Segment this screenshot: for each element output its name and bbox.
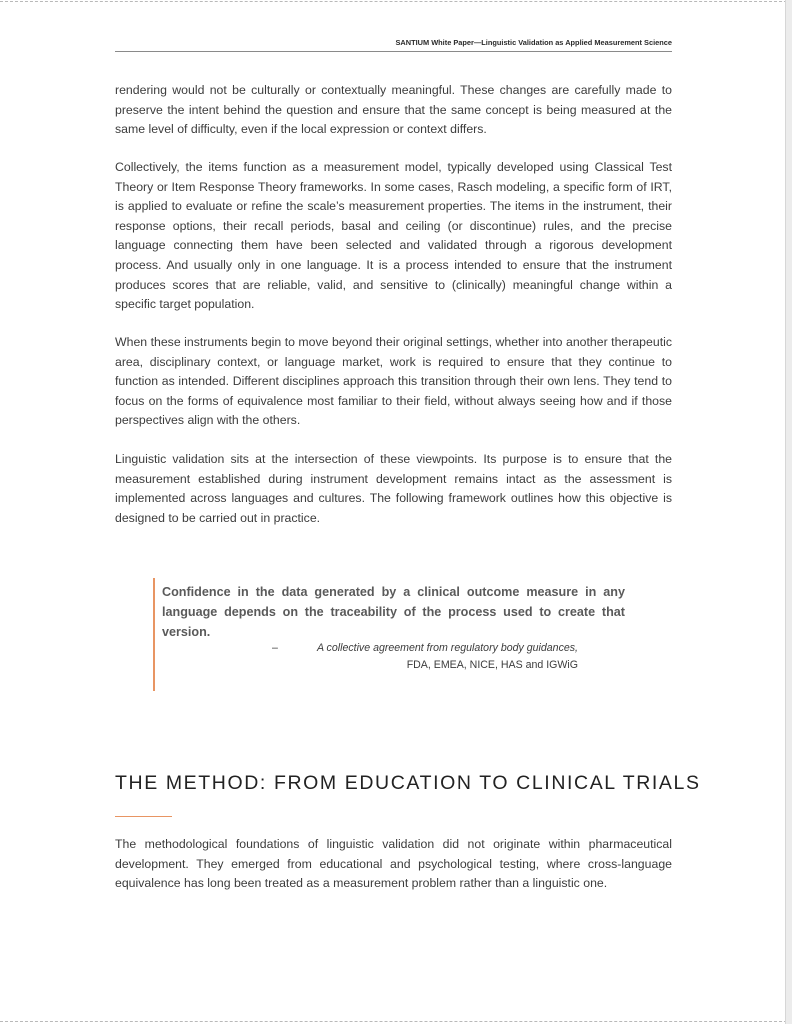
pull-quote-text: Confidence in the data generated by a clinical outcome measure in any language depends on the traceability of the process used to create that version.: [162, 585, 625, 639]
attribution-line-2: FDA, EMEA, NICE, HAS and IGWiG: [406, 659, 578, 671]
running-header-title: SANTIUM White Paper—Linguistic Validation as Applied Measurement Science: [395, 38, 672, 47]
attribution-dash: –: [272, 642, 278, 654]
page-top-edge: [0, 1, 792, 2]
body-paragraph-4: Linguistic validation sits at the intersection of these viewpoints. Its purpose is to ensure that the measurement established during instrument development remains intact as the assessment is implemented across languages and cultures. The following framework outlines how this objective is designed to be carried out in practice.: [115, 452, 672, 525]
viewer-scrollbar-track[interactable]: [785, 0, 792, 1024]
attribution-line-1: A collective agreement from regulatory body guidances,: [316, 642, 578, 654]
body-paragraph-2: Collectively, the items function as a measurement model, typically developed using Classical Test Theory or Item Response Theory frameworks. In some cases, Rasch modeling, a specific form of IRT, is applied to evaluate or refine the scale’s measurement properties. The items in the instrument, their response options, their recall periods, basal and ceiling (or discontinue) rules, and the precise language connecting them have been selected and validated through a rigorous development process. And usually only in one language. It is a process intended to ensure that the instrument produces scores that are reliable, valid, and sensitive to (clinically) meaningful change within a specific target population.: [115, 160, 672, 312]
section-paragraph: The methodological foundations of linguistic validation did not originate within pharmaceutical development. They emerged from educational and psychological testing, where cross-language equivalence has long been treated as a measurement problem rather than a linguistic one.: [115, 837, 672, 891]
body-paragraph-3: When these instruments begin to move beyond their original settings, whether into another therapeutic area, disciplinary context, or language market, work is required to ensure that they continue to function as intended. Different disciplines approach this transition through their own lens. They tend to focus on the forms of equivalence most familiar to their field, without always seeing how and if those perspectives align with the others.: [115, 335, 672, 428]
pull-quote-attribution: [250, 640, 578, 674]
running-header: [115, 38, 672, 52]
pull-quote-accent-bar: [153, 578, 155, 691]
page-bottom-edge: [0, 1021, 792, 1022]
section-heading-rule: [115, 816, 172, 817]
body-paragraph-1: rendering would not be culturally or contextually meaningful. These changes are carefully made to preserve the intent behind the question and ensure that the same concept is being measured at the same level of difficulty, even if the local expression or context differs.: [115, 83, 672, 137]
section-heading: THE METHOD: FROM EDUCATION TO CLINICAL TRIALS: [115, 772, 701, 794]
